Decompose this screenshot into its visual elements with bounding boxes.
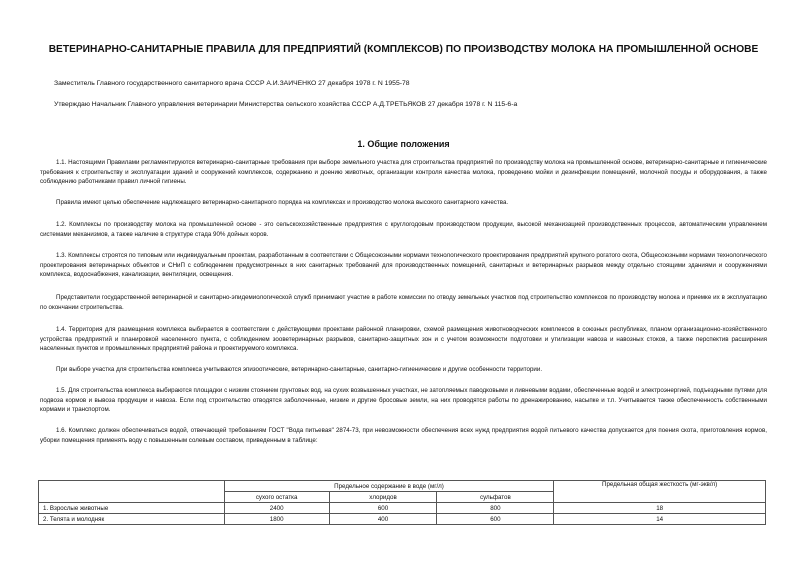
table-subheader-sulfates: сульфатов — [437, 492, 554, 503]
table-cell-sulfates: 600 — [437, 514, 554, 525]
paragraph-site-selection: При выборе участка для строительства комплекса учитываются эпизоотические, ветеринарно-санитарные, санитарно-гигиенические и другие особенности территории. — [56, 366, 543, 373]
table-header-row — [39, 481, 766, 492]
water-norms-table — [38, 480, 766, 525]
table-cell-chlorides: 600 — [329, 503, 437, 514]
table-cell-hardness: 18 — [554, 503, 766, 514]
paragraph-1-3: 1.3. Комплексы строятся по типовым или индивидуальным проектам, разработанным в соответствии с Общесоюзными нормами технологического проектирования предприятий крупного рогатого скота, Общесоюзными нормами технологического проектирования ветеринарных объектов и СНиП с соблюдением предусмотренных в них санитарных требований для производственных помещений, санитарных и ветеринарных разрывов между отдельно стоящими зданиями и сооружениями комплекса, водоснабжения, канализации, вентиляции, освещения. — [40, 252, 767, 279]
paragraph-purpose: Правила имеют целью обеспечение надлежащего ветеринарно-санитарного порядка на комплексах и производство молока высокого санитарного качества. — [56, 199, 509, 206]
table-cell-dry-residue: 2400 — [224, 503, 329, 514]
table-cell-label: 2. Телята и молодняк — [39, 514, 225, 525]
table-group-header: Предельное содержание в воде (мг/л) — [224, 481, 554, 492]
paragraph-1-2: 1.2. Комплексы по производству молока на промышленной основе - это сельскохозяйственные предприятия с круглогодовым производством продукции, высокой механизацией производственных процессов, автоматическим управлением системами механизмов, а также наличие в структуре стада 90% дойных коров. — [40, 221, 767, 238]
table-subheader-dry-residue: сухого остатка — [224, 492, 329, 503]
table-cell-label: 1. Взрослые животные — [39, 503, 225, 514]
table-cell-chlorides: 400 — [329, 514, 437, 525]
table-cell-dry-residue: 1800 — [224, 514, 329, 525]
approval-line-head: Утверждаю Начальник Главного управления ветеринарии Министерства сельского хозяйства СССР А.Д.ТРЕТЬЯКОВ 27 декабря 1978 г. N 115-6-а — [54, 101, 518, 108]
section-heading: 1. Общие положения — [357, 139, 450, 149]
paragraph-1-4: 1.4. Территория для размещения комплекса выбирается в соответствии с действующими проектами районной планировки, схемой размещения животноводческих комплексов в союзных республиках, планом организационно-хозяйственного устройства предприятий и планировкой населенного пункта, с соблюдением зооветеринарных разрывов, санитарно-защитных зон и с учетом возможности подготовки и утилизации навоза и навозных стоков, а также перспектив расширения населенных пунктов и промышленных предприятий района и проектируемого комплекса. — [40, 326, 767, 353]
paragraph-1-5: 1.5. Для строительства комплекса выбираются площадки с низким стоянием грунтовых вод, на сухих возвышенных участках, не затопляемых паводковыми и ливневыми водами, обеспеченные водой и электроэнергией, подъездными путями для подвоза кормов и вывоза продукции и навоза. Если под строительство отводятся заболоченные, низкие и другие бросовые земли, на них проводятся работы по дренажированию, насыпке и т.п. Учитывается также обеспеченность собственными кормами и транспортом. — [40, 387, 767, 414]
table-row — [39, 514, 766, 525]
paragraph-representatives: Представители государственной ветеринарной и санитарно-эпидемиологической служб принимают участие в работе комиссии по отводу земельных участков под строительство комплексов по производству молока и приемке их в эксплуатацию по окончании строительства. — [40, 294, 767, 311]
table-subheader-chlorides: хлоридов — [329, 492, 437, 503]
paragraph-1-1: 1.1. Настоящими Правилами регламентируются ветеринарно-санитарные требования при выборе земельного участка для строительства предприятий по производству молока на промышленной основе, ветеринарно-санитарные и гигиенические требования к строительству и эксплуатации зданий и сооружений комплексов, содержанию и доению животных, организации контроля качества молока, проведению мойки и дезинфекции помещений, молочной посуды и оборудования, а также соблюдению работниками правил личной гигиены. — [40, 159, 767, 186]
paragraph-1-6: 1.6. Комплекс должен обеспечиваться водой, отвечающей требованиям ГОСТ "Вода питьевая" 2874-73, при невозможности обеспечения всех нужд предприятия водой питьевого качества допускается для поения скота, приготовления кормов, уборки помещения применять воду с повышенным солевым составом, приведенным в таблице: — [40, 427, 767, 444]
table-cell-hardness: 14 — [554, 514, 766, 525]
table-hardness-header: Предельная общая жесткость (мг-экв/л) — [554, 481, 766, 503]
document-title: ВЕТЕРИНАРНО-САНИТАРНЫЕ ПРАВИЛА ДЛЯ ПРЕДПРИЯТИЙ (КОМПЛЕКСОВ) ПО ПРОИЗВОДСТВУ МОЛОКА НА ПРОМЫШЛЕННОЙ ОСНОВЕ — [48, 44, 759, 55]
table-cell-sulfates: 800 — [437, 503, 554, 514]
approval-line-deputy: Заместитель Главного государственного санитарного врача СССР А.И.ЗАИЧЕНКО 27 декабря 1978 г. N 1955-78 — [54, 80, 410, 87]
table-header-empty — [39, 481, 225, 503]
table-row — [39, 503, 766, 514]
